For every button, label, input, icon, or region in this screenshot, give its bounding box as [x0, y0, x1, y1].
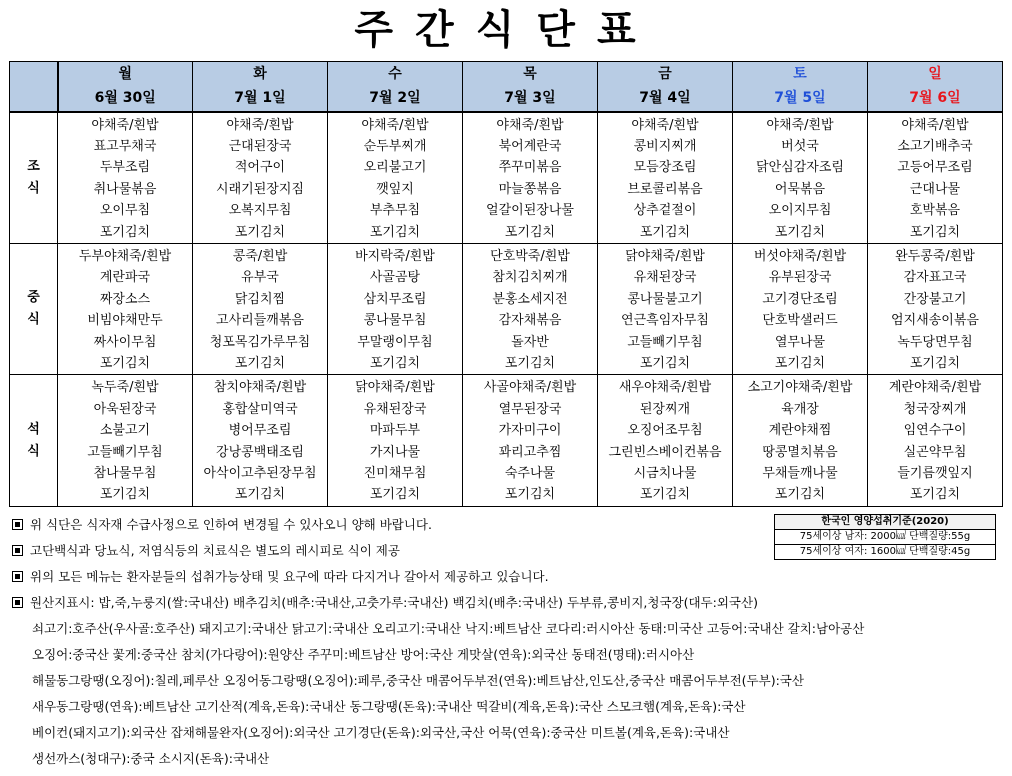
menu-cell [733, 375, 868, 506]
menu-item: 유부된장국 [768, 270, 832, 286]
menu-item: 야채죽/흰밥 [361, 117, 429, 133]
meal-label-char: 석 [27, 421, 40, 437]
square-bullet-icon [12, 597, 23, 608]
page-title: 주간식단표 [354, 7, 658, 53]
menu-item: 포기김치 [369, 224, 421, 240]
menu-item: 돌자반 [511, 334, 549, 350]
menu-item: 쭈꾸미볶음 [498, 160, 562, 176]
menu-item: 청포목김가루무침 [209, 334, 311, 350]
menu-item: 유채된장국 [363, 401, 427, 417]
menu-item: 포기김치 [504, 224, 556, 240]
menu-item: 고등어무조림 [897, 160, 973, 176]
menu-item: 참치김치찌개 [492, 270, 568, 286]
standard-title: 한국인 영양섭취기준(2020) [775, 515, 995, 529]
menu-item: 가지나물 [369, 444, 421, 460]
menu-item: 포기김치 [774, 224, 826, 240]
menu-cell [463, 243, 598, 374]
meal-label [10, 243, 58, 374]
menu-item: 고기경단조림 [762, 291, 838, 307]
menu-item: 녹두당면무침 [897, 334, 973, 350]
menu-item: 참나물무침 [93, 466, 157, 481]
menu-item: 참치야채죽/흰밥 [213, 380, 307, 396]
menu-item: 포기김치 [369, 355, 421, 371]
menu-item: 마늘쫑볶음 [498, 181, 562, 197]
menu-item: 무채들깨나물 [762, 466, 838, 481]
menu-item: 포기김치 [909, 355, 961, 371]
standard-male: 75세이상 남자: 2000㎉ 단백질량:55g [775, 529, 995, 544]
menu-cell [193, 112, 328, 244]
menu-item: 병어무조림 [228, 423, 292, 439]
menu-item: 강낭콩백태조림 [216, 444, 304, 460]
menu-item: 북어계란국 [498, 138, 562, 154]
origin-line: 베이컨(돼지고기):외국산 잡채해물완자(오징어):외국산 고기경단(돈육):외국산,국산 어묵(연육):중국산 미트볼(계육,돈육):국내산 [32, 725, 730, 740]
menu-item: 아욱된장국 [93, 401, 157, 417]
menu-item: 닭안심감자조림 [756, 160, 844, 176]
menu-item: 감자채볶음 [498, 313, 562, 329]
menu-item: 포기김치 [639, 487, 691, 503]
square-bullet-icon [12, 519, 23, 530]
menu-item: 녹두죽/흰밥 [91, 380, 159, 396]
day-name: 화 [253, 66, 267, 83]
meal-label-char: 중 [27, 290, 40, 306]
origin-line: 새우동그랑땡(연육):베트남산 고기산적(계육,돈육):국내산 동그랑땡(돈육):국내산 떡갈비(계육,돈육):국산 스모크햄(계육,돈육):국산 [32, 699, 746, 714]
menu-body [10, 112, 1003, 507]
menu-item: 두부야채죽/흰밥 [78, 248, 172, 264]
meal-row [10, 375, 1003, 506]
day-header [598, 62, 733, 112]
menu-item: 표고무채국 [93, 138, 157, 154]
day-name: 토 [793, 66, 807, 83]
square-bullet-icon [12, 571, 23, 582]
menu-cell [868, 243, 1003, 374]
menu-cell [463, 375, 598, 506]
day-date: 7월 2일 [369, 90, 421, 107]
menu-item: 무말랭이무침 [357, 334, 433, 350]
menu-item: 고사리들깨볶음 [216, 313, 304, 329]
menu-item: 진미채무침 [363, 466, 427, 481]
menu-item: 야채죽/흰밥 [91, 117, 159, 133]
menu-item: 모듬장조림 [633, 160, 697, 176]
menu-item: 실곤약무침 [903, 444, 967, 460]
menu-item: 포기김치 [234, 224, 286, 240]
menu-cell [328, 375, 463, 506]
menu-item: 어묵볶음 [774, 181, 826, 197]
menu-item: 포기김치 [639, 224, 691, 240]
menu-item: 임연수구이 [903, 423, 967, 439]
menu-item: 짜사이무침 [93, 334, 157, 350]
menu-item: 포기김치 [909, 487, 961, 503]
menu-item: 닭김치찜 [234, 291, 286, 307]
menu-item: 가자미구이 [498, 423, 562, 439]
menu-cell [58, 375, 193, 506]
menu-item: 시금치나물 [633, 466, 697, 481]
day-date: 7월 6일 [909, 90, 961, 107]
menu-cell [598, 243, 733, 374]
menu-item: 포기김치 [99, 355, 151, 371]
menu-item: 열무된장국 [498, 401, 562, 417]
menu-cell [193, 375, 328, 506]
menu-item: 홍합살미역국 [222, 401, 298, 417]
menu-cell [598, 375, 733, 506]
day-name: 일 [928, 66, 942, 83]
note-item: 고단백식과 당뇨식, 저염식등의 치료식은 별도의 레시피로 식이 제공 [12, 538, 772, 564]
menu-item: 부추무침 [369, 203, 421, 219]
menu-item: 야채죽/흰밥 [631, 117, 699, 133]
meal-label-char: 식 [27, 443, 40, 459]
origin-line: 생선까스(청대구):중국 소시지(돈육):국내산 [32, 751, 270, 766]
day-name: 금 [658, 66, 672, 83]
note-item: 위의 모든 메뉴는 환자분들의 섭취가능상태 및 요구에 따라 다지거나 갈아서 제공하고 있습니다. [12, 564, 772, 590]
meal-row [10, 112, 1003, 244]
menu-item: 유채된장국 [633, 270, 697, 286]
menu-item: 콩죽/흰밥 [232, 248, 288, 264]
menu-item: 순두부찌개 [363, 138, 427, 154]
menu-item: 얼갈이된장나물 [486, 203, 574, 219]
menu-item: 오리불고기 [363, 160, 427, 176]
menu-cell [58, 243, 193, 374]
menu-cell [598, 112, 733, 244]
menu-item: 버섯야채죽/흰밥 [753, 248, 847, 264]
menu-item: 포기김치 [504, 355, 556, 371]
weekly-menu-table [9, 61, 1003, 507]
menu-item: 아삭이고추된장무침 [203, 466, 317, 481]
menu-item: 단호박죽/흰밥 [490, 248, 570, 264]
menu-item: 야채죽/흰밥 [901, 117, 969, 133]
day-header [193, 62, 328, 112]
menu-item: 감자표고국 [903, 270, 967, 286]
menu-item: 단호박샐러드 [762, 313, 838, 329]
menu-item: 닭야채죽/흰밥 [355, 380, 435, 396]
menu-item: 계란야채죽/흰밥 [888, 380, 982, 396]
menu-cell [463, 112, 598, 244]
menu-item: 포기김치 [774, 487, 826, 503]
origin-line: 오징어:중국산 꽃게:중국산 참치(가다랑어):원양산 주꾸미:베트남산 방어:국산 게맛살(연육):외국산 동태전(명태):러시아산 [32, 647, 695, 662]
menu-item: 닭야채죽/흰밥 [625, 248, 705, 264]
menu-item: 분홍소세지전 [492, 291, 568, 307]
note-item: 위 식단은 식자재 수급사정으로 인하여 변경될 수 있사오니 양해 바랍니다. [12, 512, 772, 538]
menu-item: 오복지무침 [228, 203, 292, 219]
menu-item: 들기름깻잎지 [897, 466, 973, 481]
menu-item: 사골야채죽/흰밥 [483, 380, 577, 396]
menu-item: 취나물볶음 [93, 181, 157, 197]
menu-item: 고들빼기무침 [627, 334, 703, 350]
notes [12, 512, 772, 590]
day-date: 7월 5일 [774, 90, 826, 107]
menu-item: 포기김치 [504, 487, 556, 503]
menu-cell [193, 243, 328, 374]
menu-item: 호박볶음 [909, 203, 961, 219]
meal-label [10, 375, 58, 506]
standard-female: 75세이상 여자: 1600㎉ 단백질량:45g [775, 544, 995, 559]
menu-item: 바지락죽/흰밥 [355, 248, 435, 264]
menu-item: 적어구이 [234, 160, 286, 176]
day-header [463, 62, 598, 112]
origin-line: 쇠고기:호주산(우사골:호주산) 돼지고기:국내산 닭고기:국내산 오리고기:국내산 낙지:베트남산 코다리:러시아산 동태:미국산 고등어:국내산 갈치:남아공산 [32, 621, 865, 636]
menu-item: 땅콩멸치볶음 [762, 444, 838, 460]
menu-item: 콩나물무침 [363, 313, 427, 329]
menu-item: 짜장소스 [99, 291, 151, 307]
meal-label [10, 112, 58, 244]
corner-cell [10, 62, 58, 112]
menu-item: 두부조림 [99, 160, 151, 176]
menu-item: 열무나물 [774, 334, 826, 350]
day-header [868, 62, 1003, 112]
menu-item: 콩비지찌개 [633, 138, 697, 154]
menu-item: 소불고기 [99, 423, 151, 439]
menu-item: 포기김치 [909, 224, 961, 240]
menu-item: 브로콜리볶음 [627, 181, 703, 197]
menu-item: 간장불고기 [903, 291, 967, 307]
menu-item: 포기김치 [639, 355, 691, 371]
nutrition-standard-box [774, 514, 996, 560]
menu-item: 삼치무조림 [363, 291, 427, 307]
square-bullet-icon [12, 545, 23, 556]
menu-item: 포기김치 [234, 487, 286, 503]
menu-item: 상추겉절이 [633, 203, 697, 219]
menu-item: 비빔야채만두 [87, 313, 163, 329]
day-date: 6월 30일 [94, 90, 156, 107]
menu-item: 완두콩죽/흰밥 [895, 248, 975, 264]
menu-item: 연근흑임자무침 [621, 313, 709, 329]
menu-item: 마파두부 [369, 423, 421, 439]
day-date: 7월 1일 [234, 90, 286, 107]
menu-item: 포기김치 [369, 487, 421, 503]
menu-item: 포기김치 [234, 355, 286, 371]
menu-item: 야채죽/흰밥 [766, 117, 834, 133]
menu-item: 깻잎지 [376, 181, 414, 197]
meal-label-char: 식 [27, 180, 40, 196]
day-name: 월 [118, 66, 133, 83]
menu-item: 근대나물 [909, 181, 961, 197]
menu-item: 청국장찌개 [903, 401, 967, 417]
menu-item: 콩나물불고기 [627, 291, 703, 307]
menu-item: 야채죽/흰밥 [496, 117, 564, 133]
menu-item: 포기김치 [99, 487, 151, 503]
menu-item: 오이지무침 [768, 203, 832, 219]
menu-item: 된장찌개 [639, 401, 691, 417]
menu-cell [868, 375, 1003, 506]
menu-item: 고들빼기무침 [87, 444, 163, 460]
day-header [733, 62, 868, 112]
menu-item: 유부국 [241, 270, 279, 286]
header-row [10, 62, 1003, 112]
menu-item: 꽈리고추찜 [498, 444, 562, 460]
day-name: 목 [523, 66, 537, 83]
menu-item: 엄지새송이볶음 [891, 313, 979, 329]
note-item: 원산지표시: 밥,죽,누룽지(쌀:국내산) 배추김치(배추:국내산,고춧가루:국내산) 백김치(배추:국내산) 두부류,콩비지,청국장(대두:외국산) [12, 590, 1007, 616]
menu-item: 그린빈스베이컨볶음 [608, 444, 722, 460]
menu-cell [58, 112, 193, 244]
menu-cell [733, 112, 868, 244]
menu-item: 계란파국 [99, 270, 151, 286]
menu-item: 근대된장국 [228, 138, 292, 154]
day-date: 7월 3일 [504, 90, 556, 107]
menu-item: 포기김치 [99, 224, 151, 240]
menu-cell [328, 112, 463, 244]
menu-item: 새우야채죽/흰밥 [618, 380, 712, 396]
menu-item: 오이무침 [99, 203, 151, 219]
menu-item: 계란야채찜 [768, 423, 832, 439]
day-date: 7월 4일 [639, 90, 691, 107]
menu-item: 야채죽/흰밥 [226, 117, 294, 133]
day-name: 수 [388, 66, 402, 83]
menu-item: 소고기배추국 [897, 138, 973, 154]
menu-item: 소고기야채죽/흰밥 [747, 380, 853, 396]
menu-item: 버섯국 [781, 138, 819, 154]
menu-item: 포기김치 [774, 355, 826, 371]
meal-row [10, 243, 1003, 374]
menu-item: 육개장 [781, 401, 819, 417]
menu-item: 오징어조무침 [627, 423, 703, 439]
meal-label-char: 조 [27, 158, 40, 174]
menu-item: 시래기된장지짐 [216, 181, 304, 197]
day-header [328, 62, 463, 112]
menu-cell [328, 243, 463, 374]
origin-line: 해물동그랑땡(오징어):칠레,페루산 오징어동그랑땡(오징어):페루,중국산 매콤어두부전(연육):베트남산,인도산,중국산 매콤어두부전(두부):국산 [32, 673, 804, 688]
menu-cell [733, 243, 868, 374]
origin-notice [12, 590, 1007, 772]
day-header [58, 62, 193, 112]
menu-item: 사골곰탕 [369, 270, 421, 286]
menu-cell [868, 112, 1003, 244]
meal-label-char: 식 [27, 312, 40, 328]
menu-item: 숙주나물 [504, 466, 556, 481]
